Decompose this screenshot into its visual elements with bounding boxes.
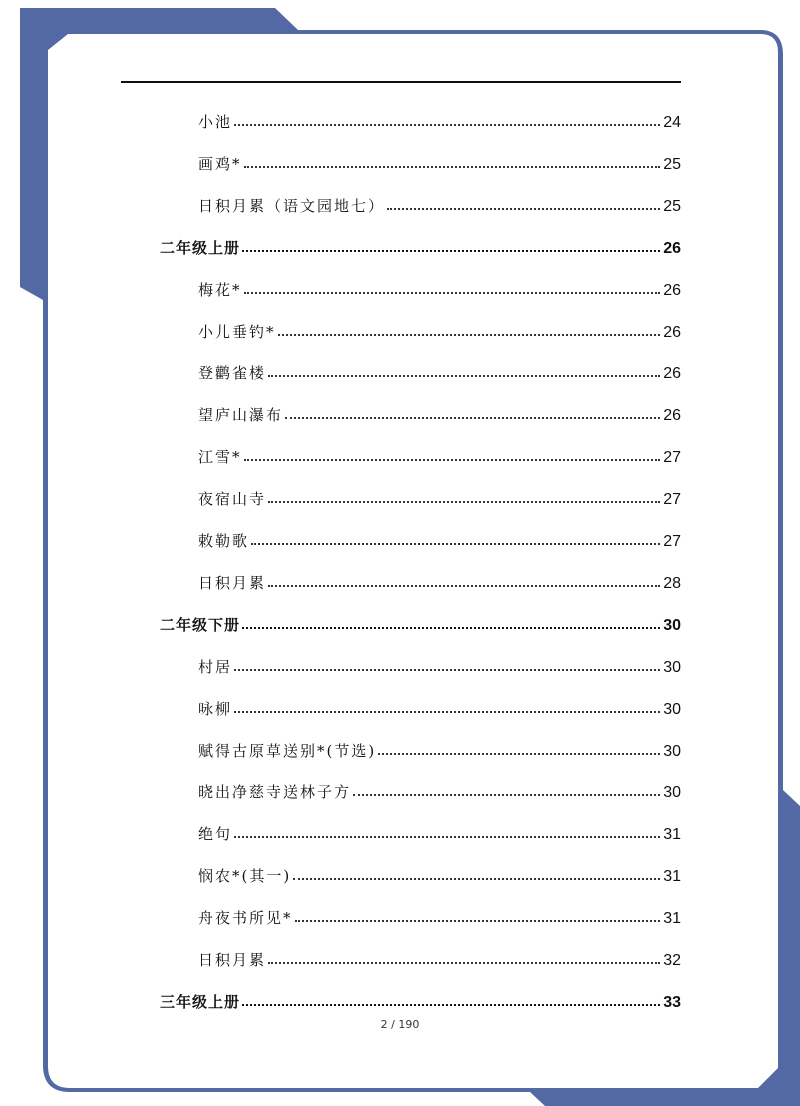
toc-entry[interactable] (198, 523, 681, 551)
toc-entry-title: 日积月累 (198, 951, 267, 969)
toc-entry-page: 25 (663, 155, 681, 173)
toc-entry-page: 30 (663, 784, 681, 802)
toc-entry-page: 30 (663, 658, 681, 676)
dot-leader (268, 501, 660, 503)
toc-entry-page: 31 (663, 826, 681, 844)
toc-entry-title: 三年级上册 (160, 992, 241, 1011)
dot-leader (295, 920, 661, 922)
toc-entry[interactable] (198, 481, 681, 509)
toc-entry-page: 27 (663, 491, 681, 509)
toc-entry-page: 26 (663, 239, 681, 257)
toc-entry-title: 二年级下册 (160, 615, 241, 634)
toc-entry-page: 26 (663, 365, 681, 383)
toc-entry-title: 夜宿山寺 (198, 490, 267, 509)
toc-entry-title: 咏柳 (198, 699, 233, 718)
toc-section-heading[interactable] (160, 984, 681, 1012)
dot-leader (244, 166, 661, 168)
dot-leader (251, 543, 660, 545)
toc-entry-page: 33 (663, 993, 681, 1011)
dot-leader (242, 627, 660, 629)
toc-entry[interactable] (198, 146, 681, 174)
dot-leader (242, 250, 660, 252)
toc-entry[interactable] (198, 314, 681, 342)
dot-leader (244, 292, 661, 294)
toc-entry-page: 27 (663, 533, 681, 550)
toc-entry-title: 村居 (198, 657, 233, 676)
dot-leader (278, 334, 661, 336)
toc-entry-page: 31 (663, 868, 681, 886)
toc-entry[interactable] (198, 942, 681, 970)
dot-leader (242, 1004, 660, 1006)
toc-entry[interactable] (198, 774, 681, 802)
dot-leader (268, 375, 660, 377)
toc-entry[interactable] (198, 565, 681, 593)
toc-entry-page: 26 (663, 281, 681, 299)
toc-entry-title: 画鸡* (198, 154, 242, 173)
dot-leader (244, 459, 661, 461)
toc-entry-title: 小池 (198, 113, 233, 131)
toc-entry[interactable] (198, 355, 681, 383)
toc-entry-title: 登鹳雀楼 (198, 364, 267, 383)
dot-leader (234, 669, 660, 671)
toc-entry[interactable] (198, 397, 681, 425)
toc-entry[interactable] (198, 104, 681, 132)
dot-leader (234, 124, 660, 126)
toc-entry-page: 30 (663, 742, 681, 760)
dot-leader (268, 962, 660, 964)
toc-section-heading[interactable] (160, 230, 681, 258)
toc-entry-title: 日积月累 (198, 573, 267, 592)
toc-entry-title: 日积月累（语文园地七） (198, 196, 386, 215)
toc-entry-title: 二年级上册 (160, 238, 241, 257)
toc-entry[interactable] (198, 900, 681, 928)
header-rule (121, 81, 681, 83)
toc-entry[interactable] (198, 272, 681, 300)
dot-leader (378, 753, 660, 755)
toc-entry-title: 赋得古原草送别*(节选) (198, 741, 377, 760)
toc-entry[interactable] (198, 816, 681, 844)
page-indicator: 2 / 190 (380, 1018, 420, 1031)
toc-entry-title: 敕勒歌 (198, 532, 250, 550)
toc-entry[interactable] (198, 188, 681, 216)
dot-leader (293, 878, 660, 880)
toc-entry-page: 27 (663, 449, 681, 467)
toc-section-heading[interactable] (160, 607, 681, 635)
toc-entry-title: 晓出净慈寺送林子方 (198, 783, 352, 802)
dot-leader (353, 794, 660, 796)
toc-entry[interactable] (198, 858, 681, 886)
toc-entry-page: 30 (663, 616, 681, 634)
toc-entry-title: 望庐山瀑布 (198, 406, 284, 425)
toc-entry-page: 32 (663, 952, 681, 969)
dot-leader (285, 417, 660, 419)
toc-entry[interactable] (198, 439, 681, 467)
toc-entry-page: 28 (663, 574, 681, 592)
toc-entry-page: 25 (663, 197, 681, 215)
dot-leader (234, 836, 660, 838)
toc-entry-title: 梅花* (198, 280, 242, 299)
toc-entry-page: 31 (663, 910, 681, 928)
toc-entry-title: 江雪* (198, 448, 242, 467)
toc-entry-page: 30 (663, 700, 681, 718)
toc-entry[interactable] (198, 649, 681, 677)
toc-entry-page: 26 (663, 407, 681, 425)
toc-entry-title: 小儿垂钓* (198, 322, 276, 341)
toc-entry-title: 绝句 (198, 825, 233, 844)
dot-leader (268, 585, 660, 587)
toc-entry-page: 24 (663, 114, 681, 131)
toc-entry-title: 舟夜书所见* (198, 909, 293, 928)
toc-entry[interactable] (198, 733, 681, 761)
dot-leader (387, 208, 660, 210)
toc-entry-title: 悯农*(其一) (198, 867, 292, 886)
dot-leader (234, 711, 660, 713)
toc-entry[interactable] (198, 691, 681, 719)
toc-entry-page: 26 (663, 323, 681, 341)
